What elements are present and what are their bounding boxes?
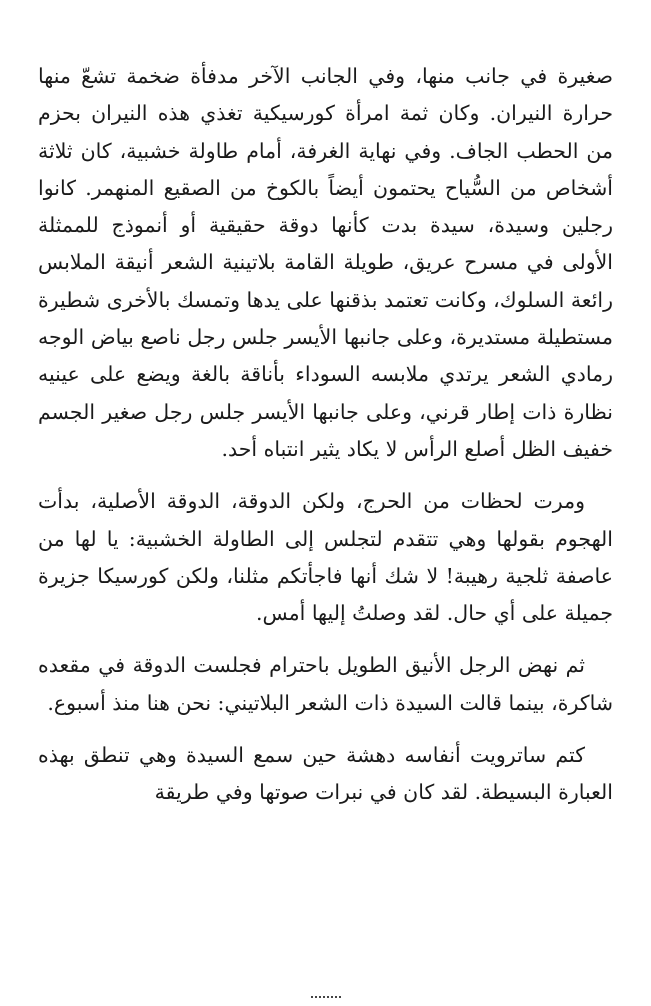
book-page [38, 58, 613, 1000]
footer-ornament [311, 996, 341, 1001]
page-footer-cutoff [38, 996, 613, 1006]
paragraph-4: كتم ساترويت أنفاسه دهشة حين سمع السيدة وهي تنطق بهذه العبارة البسيطة. لقد كان في نبرات صوتها وفي طريقة [38, 743, 613, 805]
paragraph-3: ثم نهض الرجل الأنيق الطويل باحترام فجلست الدوقة في مقعده شاكرة، بينما قالت السيدة ذات الشعر البلاتيني: نحن هنا منذ أسبوع. [38, 653, 613, 715]
paragraph-1: صغيرة في جانب منها، وفي الجانب الآخر مدفأة ضخمة تشعّ منها حرارة النيران. وكان ثمة امرأة كورسيكية تغذي هذه النيران بحزم من الحطب الجاف. وفي نهاية الغرفة، أمام طاولة خشبية، كان ثلاثة أشخاص من السُّياح يحتمون أيضاً بالكوخ من الصقيع المنهمر. كانوا رجلين وسيدة، سيدة بدت كأنها دوقة حقيقية أو أنموذج للممثلة الأولى في مسرح عريق، طويلة القامة بلاتينية الشعر أنيقة الملابس رائعة السلوك، وكانت تعتمد بذقنها على يدها وتمسك بالأخرى شطيرة مستطيلة مستديرة، وعلى جانبها الأيسر جلس رجل ناصع بياض الوجه رمادي الشعر يرتدي ملابسه السوداء بأناقة بالغة ويضع على عينيه نظارة ذات إطار قرني، وعلى جانبها الأيسر جلس رجل صغير الجسم خفيف الظل أصلع الرأس لا يكاد يثير انتباه أحد. [38, 64, 613, 461]
paragraph-2: ومرت لحظات من الحرج، ولكن الدوقة، الدوقة الأصلية، بدأت الهجوم بقولها وهي تتقدم لتجلس إلى الطاولة الخشبية: يا لها من عاصفة ثلجية رهيبة! لا شك أنها فاجأتكم مثلنا، ولكن كورسيكا جزيرة جميلة على أي حال. لقد وصلتُ إليها أمس. [38, 489, 613, 626]
